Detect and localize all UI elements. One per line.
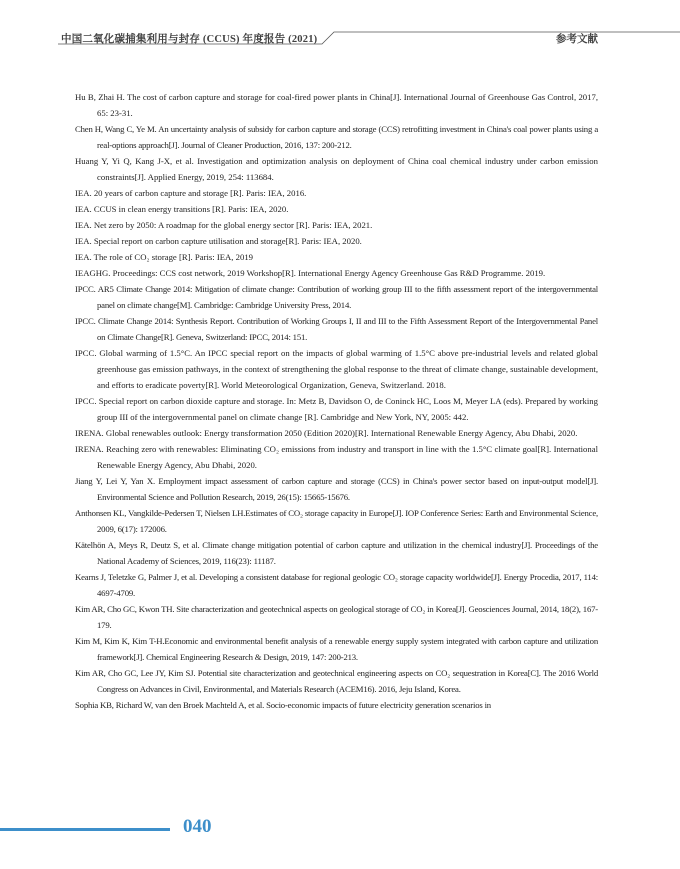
reference-item: Kim AR, Cho GC, Kwon TH. Site characterization and geotechnical aspects on geological storage of CO₂ in Korea[J]. Geosciences Journal, 2014, 18(2), 167-179.	[75, 604, 598, 630]
reference-item: IRENA. Global renewables outlook: Energy transformation 2050 (Edition 2020)[R]. International Renewable Energy Agency, Abu Dhabi, 2020.	[75, 428, 578, 438]
reference-list	[75, 89, 598, 713]
reference-item: IPCC. Global warming of 1.5°C. An IPCC special report on the impacts of global warming of 1.5°C above pre-industrial levels and related global greenhouse gas emission pathways, in the context of strengthening the global response to the threat of climate change, sustainable development, and efforts to eradicate poverty[R]. World Meteorological Organization, Geneva, Switzerland. 2018.	[75, 348, 598, 390]
reference-item: Chen H, Wang C, Ye M. An uncertainty analysis of subsidy for carbon capture and storage (CCS) retrofitting investment in China's coal power plants using a real-options approach[J]. Journal of Cleaner Production, 2016, 137: 200-212.	[75, 124, 598, 150]
reference-item: Huang Y, Yi Q, Kang J-X, et al. Investigation and optimization analysis on deployment of China coal chemical industry under carbon emission constraints[J]. Applied Energy, 2019, 254: 113684.	[75, 156, 598, 182]
footer-accent-bar	[0, 828, 170, 831]
reference-item: Sophia KB, Richard W, van den Broek Machteld A, et al. Socio-economic impacts of future electricity generation scenarios in	[75, 700, 491, 710]
reference-item: IEAGHG. Proceedings: CCS cost network, 2019 Workshop[R]. International Energy Agency Greenhouse Gas R&D Programme. 2019.	[75, 268, 546, 278]
reference-item: Anthonsen KL, Vangkilde-Pedersen T, Nielsen LH.Estimates of CO₂ storage capacity in Europe[J]. IOP Conference Series: Earth and Environmental Science, 2009, 6(17): 172006.	[75, 508, 598, 534]
reference-item: Kim M, Kim K, Kim T-H.Economic and environmental benefit analysis of a renewable energy supply system integrated with carbon capture and utilization framework[J]. Chemical Engineering Research & Design, 2019, 147: 200-213.	[75, 636, 598, 662]
report-title: 中国二氧化碳捕集利用与封存 (CCUS) 年度报告 (2021)	[61, 34, 318, 45]
reference-item: IPCC. Special report on carbon dioxide capture and storage. In: Metz B, Davidson O, de Coninck HC, Loos M, Meyer LA (eds). Prepared by working group III of the intergovernmental panel on climate change [R]. Cambridge and New York, NY, 2005: 442.	[75, 396, 598, 422]
reference-item: IPCC. Climate Change 2014: Synthesis Report. Contribution of Working Groups I, II and III to the Fifth Assessment Report of the Intergovernmental Panel on Climate Change[R]. Geneva, Switzerland: IPCC, 2014: 151.	[75, 316, 598, 342]
reference-item: IEA. Special report on carbon capture utilisation and storage[R]. Paris: IEA, 2020.	[75, 236, 362, 246]
reference-item: Kearns J, Teletzke G, Palmer J, et al. Developing a consistent database for regional geologic CO₂ storage capacity worldwide[J]. Energy Procedia, 2017, 114: 4697-4709.	[75, 572, 598, 598]
reference-item: IPCC. AR5 Climate Change 2014: Mitigation of climate change: Contribution of working group III to the fifth assessment report of the intergovernmental panel on climate change[M]. Cambridge: Cambridge University Press, 2014.	[75, 284, 598, 310]
reference-item: IRENA. Reaching zero with renewables: Eliminating CO₂ emissions from industry and transport in line with the 1.5°C climate goal[R]. International Renewable Energy Agency, Abu Dhabi, 2020.	[75, 444, 598, 470]
header-rule	[0, 0, 680, 60]
reference-item: IEA. The role of CO₂ storage [R]. Paris: IEA, 2019	[75, 252, 254, 262]
page-number: 040	[183, 816, 212, 837]
reference-item: Jiang Y, Lei Y, Yan X. Employment impact assessment of carbon capture and storage (CCS) in China's power sector based on input-output model[J]. Environmental Science and Pollution Research, 2019, 26(15): 15665-15676.	[75, 476, 598, 502]
reference-item: Kätelhön A, Meys R, Deutz S, et al. Climate change mitigation potential of carbon capture and utilization in the chemical industry[J]. Proceedings of the National Academy of Sciences, 2019, 116(23): 11187.	[75, 540, 598, 566]
reference-item: IEA. 20 years of carbon capture and storage [R]. Paris: IEA, 2016.	[75, 188, 307, 198]
reference-item: IEA. Net zero by 2050: A roadmap for the global energy sector [R]. Paris: IEA, 2021.	[75, 220, 373, 230]
reference-item: Hu B, Zhai H. The cost of carbon capture and storage for coal-fired power plants in China[J]. International Journal of Greenhouse Gas Control, 2017, 65: 23-31.	[75, 92, 598, 118]
reference-item: IEA. CCUS in clean energy transitions [R]. Paris: IEA, 2020.	[75, 204, 289, 214]
section-title: 参考文献	[556, 34, 598, 45]
reference-item: Kim AR, Cho GC, Lee JY, Kim SJ. Potential site characterization and geotechnical engineering aspects on CO₂ sequestration in Korea[C]. The 2016 World Congress on Advances in Civil, Environmental, and Materials Research (ACEM16). 2016, Jeju Island, Korea.	[75, 668, 598, 694]
